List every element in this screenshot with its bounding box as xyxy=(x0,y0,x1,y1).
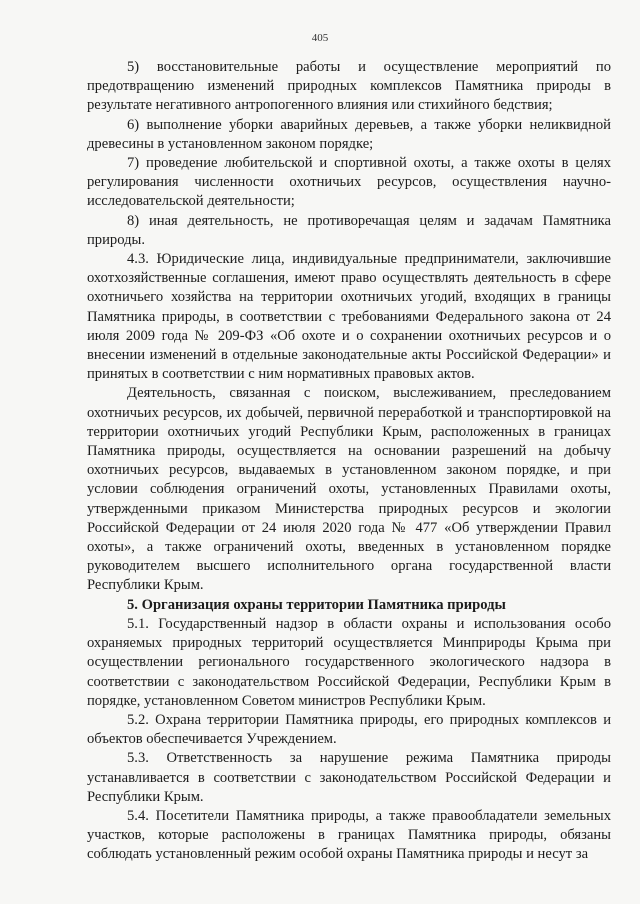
page-number: 405 xyxy=(311,32,329,44)
list-item-8: 8) иная деятельность, не противоречащая целям и задачам Памятника природы. xyxy=(87,212,611,248)
clause-5-3: 5.3. Ответственность за нарушение режима Памятника природы устанавливается в соответствии с законодательством Российской Федерации и Республики Крым. xyxy=(87,750,611,805)
document-body xyxy=(87,58,611,865)
clause-5-2: 5.2. Охрана территории Памятника природы, его природных комплексов и объектов обеспечивается Учреждением. xyxy=(87,711,611,748)
list-item-5: 5) восстановительные работы и осуществление мероприятий по предотвращению изменений природных комплексов Памятника природы в результате негативного антропогенного влияния или стихийного бедствия; xyxy=(87,59,611,114)
hunting-activity-paragraph: Деятельность, связанная с поиском, выслеживанием, преследованием охотничьих ресурсов, их добычей, первичной переработкой и транспортировкой на территории охотничьих угодий Республики Крым, расположенных в границах Памятника природы, осуществляется на основании разрешений на добычу охотничьих ресурсов, выдаваемых в установленном законом порядке, и при условии соблюдения ограничений охоты, установленных Правилами охоты, утвержденными приказом Министерства природных ресурсов и экологии Российской Федерации от 24 июля 2020 года № 477 «Об утверждении Правил охоты», а также ограничений охоты, введенных в установленном порядке руководителем высшего исполнительного органа государственной власти Республики Крым. xyxy=(87,385,611,594)
section-heading: 5. Организация охраны территории Памятника природы xyxy=(127,596,506,613)
list-item-7: 7) проведение любительской и спортивной охоты, а также охоты в целях регулирования численности охотничьих ресурсов, осуществления научно-исследовательской деятельности; xyxy=(87,155,611,210)
clause-5-1: 5.1. Государственный надзор в области охраны и использования особо охраняемых природных территорий осуществляется Минприроды Крыма при осуществлении регионального государственного экологического надзора в соответствии с законодательством Российской Федерации, Республики Крым в порядке, установленном Советом министров Республики Крым. xyxy=(87,615,611,709)
clause-4-3: 4.3. Юридические лица, индивидуальные предприниматели, заключившие охотхозяйственные соглашения, имеют право осуществлять деятельность в сфере охотничьего хозяйства на территории охотничьих угодий, входящих в границы Памятника природы, в соответствии с требованиями Федерального закона от 24 июля 2009 года № 209-ФЗ «Об охоте и о сохранении охотничьих ресурсов и о внесении изменений в отдельные законодательные акты Российской Федерации» и принятых в соответствии с ним нормативных правовых актов. xyxy=(87,251,611,383)
clause-5-4: 5.4. Посетители Памятника природы, а также правообладатели земельных участков, которые расположены в границах Памятника природы, обязаны соблюдать установленный режим особой охраны Памятника природы и несут за xyxy=(87,807,611,863)
list-item-6: 6) выполнение уборки аварийных деревьев, а также уборки неликвидной древесины в установленном законом порядке; xyxy=(87,116,611,152)
